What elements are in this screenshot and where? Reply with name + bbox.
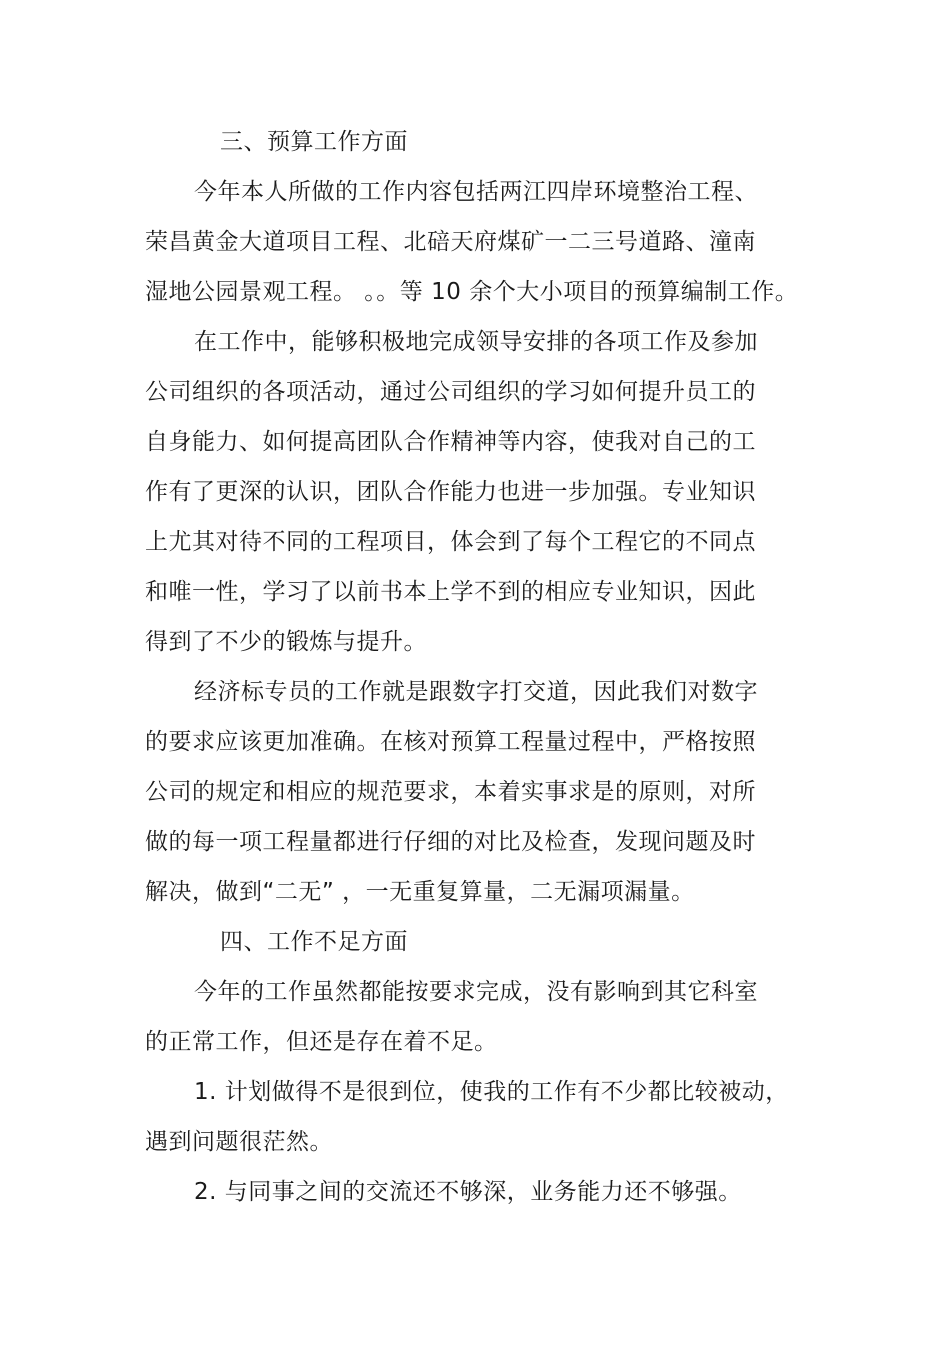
paragraph-line: 的正常工作，但还是存在着不足。 <box>145 1029 498 1055</box>
section-heading-shortcomings: 四、工作不足方面 <box>220 929 408 955</box>
paragraph-line: 在工作中，能够积极地完成领导安排的各项工作及参加 <box>194 329 758 355</box>
paragraph-line: 的要求应该更加准确。在核对预算工程量过程中，严格按照 <box>145 729 756 755</box>
list-item-2: 2. 与同事之间的交流还不够深，业务能力还不够强。 <box>194 1179 742 1205</box>
paragraph-line: 做的每一项工程量都进行仔细的对比及检查，发现问题及时 <box>145 829 756 855</box>
paragraph-line: 公司的规定和相应的规范要求，本着实事求是的原则，对所 <box>145 779 756 805</box>
paragraph-line: 今年的工作虽然都能按要求完成，没有影响到其它科室 <box>194 979 758 1005</box>
paragraph-line: 今年本人所做的工作内容包括两江四岸环境整治工程、 <box>194 179 758 205</box>
paragraph-line: 得到了不少的锻炼与提升。 <box>145 629 427 655</box>
paragraph-line: 荣昌黄金大道项目工程、北碚天府煤矿一二三号道路、潼南 <box>145 229 756 255</box>
paragraph-line: 和唯一性，学习了以前书本上学不到的相应专业知识，因此 <box>145 579 756 605</box>
paragraph-line: 湿地公园景观工程。 。。等 10 余个大小项目的预算编制工作。 <box>145 279 799 305</box>
paragraph-line: 自身能力、如何提高团队合作精神等内容，使我对自己的工 <box>145 429 756 455</box>
paragraph-line: 公司组织的各项活动，通过公司组织的学习如何提升员工的 <box>145 379 756 405</box>
paragraph-line: 作有了更深的认识，团队合作能力也进一步加强。专业知识 <box>145 479 756 505</box>
paragraph-line: 经济标专员的工作就是跟数字打交道，因此我们对数字 <box>194 679 758 705</box>
paragraph-line: 解决，做到“二无” ，一无重复算量，二无漏项漏量。 <box>145 879 695 905</box>
list-item-1-continued: 遇到问题很茫然。 <box>145 1129 333 1155</box>
list-item-1: 1. 计划做得不是很到位，使我的工作有不少都比较被动， <box>194 1079 789 1105</box>
section-heading-budget: 三、预算工作方面 <box>220 129 408 155</box>
paragraph-line: 上尤其对待不同的工程项目，体会到了每个工程它的不同点 <box>145 529 756 555</box>
